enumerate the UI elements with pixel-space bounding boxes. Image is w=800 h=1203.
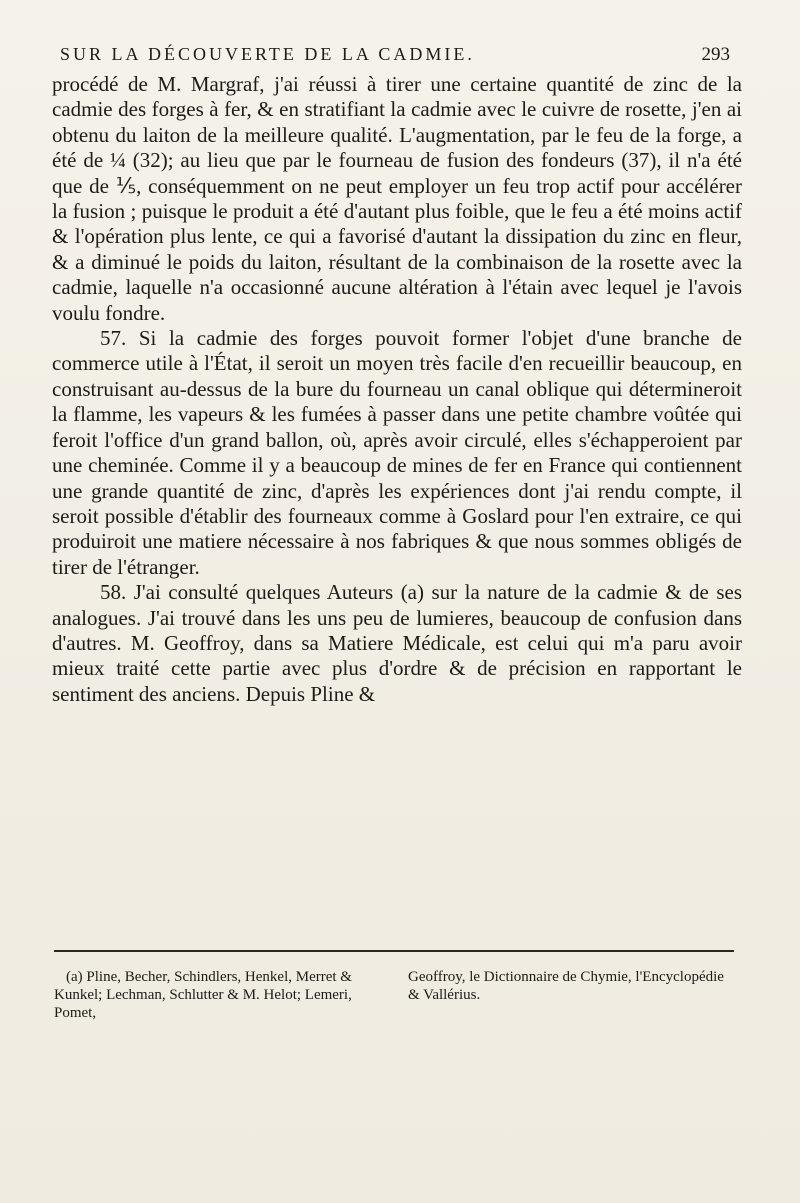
- footnote-divider: [54, 950, 734, 952]
- page-header: [60, 44, 730, 70]
- footnote-left-column: [54, 968, 384, 1022]
- footnote-a-left: (a) Pline, Becher, Schindlers, Henkel, Merret & Kunkel; Lechman, Schlutter & M. Helot; Lemeri, Pomet,: [54, 969, 352, 1021]
- paragraph-58: 58. J'ai consulté quelques Auteurs (a) sur la nature de la cadmie & de ses analogues. J'ai trouvé dans les uns peu de lumieres, beaucoup de confusion dans d'autres. M. Geoffroy, dans sa Matiere Médicale, est celui qui m'a paru avoir mieux traité cette partie avec plus d'ordre & de précision en rapportant le sentiment des anciens. Depuis Pline &: [52, 580, 742, 706]
- running-head: SUR LA DÉCOUVERTE DE LA CADMIE.: [60, 44, 475, 64]
- body-text: [52, 72, 742, 707]
- footnote-a-right: Geoffroy, le Dictionnaire de Chymie, l'Encyclopédie & Vallérius.: [408, 969, 724, 1003]
- page-number: 293: [701, 44, 730, 65]
- footnotes: [54, 968, 738, 1022]
- paragraph-continued: procédé de M. Margraf, j'ai réussi à tirer une certaine quantité de zinc de la cadmie des forges à fer, & en stratifiant la cadmie avec le cuivre de rosette, j'en ai obtenu du laiton de la meilleure qualité. L'augmentation, par le feu de la forge, a été de ¼ (32); au lieu que par le fourneau de fusion des fondeurs (37), il n'a été que de ⅕, conséquemment on ne peut employer un feu trop actif pour accélérer la fusion ; puisque le produit a été d'autant plus foible, que le feu a été moins actif & l'opération plus lente, ce qui a favorisé d'autant la dissipation du zinc en fleur, & a diminué le poids du laiton, résultant de la combinaison de la rosette avec la cadmie, laquelle n'a occasionné aucune altération à l'étain avec lequel je l'avois voulu fondre.: [52, 72, 742, 325]
- footnote-right-column: [408, 968, 738, 1022]
- paragraph-57: 57. Si la cadmie des forges pouvoit former l'objet d'une branche de commerce utile à l'État, il seroit un moyen très facile d'en recueillir beaucoup, en construisant au-dessus de la bure du fourneau un canal oblique qui détermineroit la flamme, les vapeurs & les fumées à passer dans une petite chambre voûtée qui feroit l'office d'un grand ballon, où, après avoir circulé, elles s'échapperoient par une cheminée. Comme il y a beaucoup de mines de fer en France qui contiennent une grande quantité de zinc, d'après les expériences dont j'ai rendu compte, il seroit possible d'établir des fourneaux comme à Goslard pour l'en extraire, ce qui produiroit une matiere nécessaire à nos fabriques & que nous sommes obligés de tirer de l'étranger.: [52, 326, 742, 579]
